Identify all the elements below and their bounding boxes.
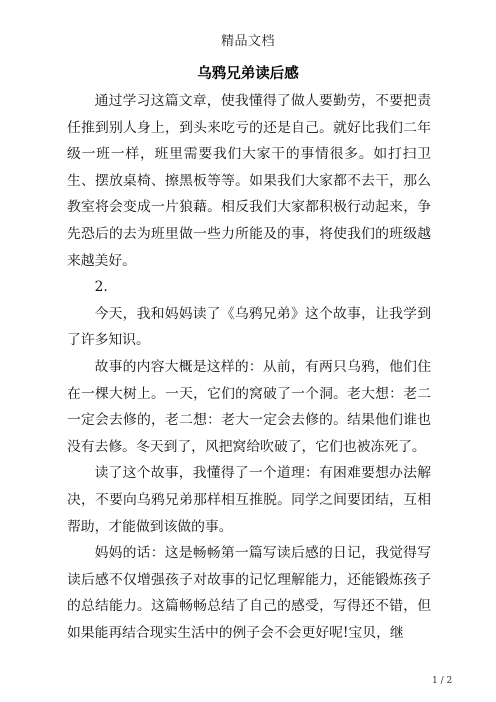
page-indicator: 1 / 2 [432,676,453,686]
page-header: 精品文档 [220,34,275,49]
paragraph: 2. [94,279,108,296]
paragraph: 故事的内容大概是这样的：从前，有两只乌鸦，他们住在一棵大树上。一天，它们的窝破了一个洞。老大想：老二一定会去修的，老二想：老大一定会去修的。结果他们谁也没有去修。冬天到了，风把窝给吹破了，它们也被冻死了。 [67,358,431,455]
paragraph: 通过学习这篇文章，使我懂得了做人要勤劳，不要把责任推到别人身上，到头来吃亏的还是自己。就好比我们二年级一班一样，班里需要我们大家干的事情很多。如打扫卫生、摆放桌椅、擦黑板等等。如果我们大家都不去干，那么教室将会变成一片狼藉。相反我们大家都积极行动起来，争先恐后的去为班里做一些力所能及的事，将使我们的班级越来越美好。 [67,93,431,269]
paragraph: 今天，我和妈妈读了《乌鸦兄弟》这个故事，让我学到了许多知识。 [67,305,431,349]
document-title: 乌鸦兄弟读后感 [197,65,299,82]
document-body [67,88,431,646]
paragraph: 妈妈的话：这是畅畅第一篇写读后感的日记，我觉得写读后感不仅增强孩子对故事的记忆理解能力，还能锻炼孩子的总结能力。这篇畅畅总结了自己的感受，写得还不错，但如果能再结合现实生活中的例子会不会更好呢!宝贝，继 [67,545,431,641]
paragraph: 读了这个故事，我懂得了一个道理：有困难要想办法解决，不要向乌鸦兄弟那样相互推脱。同学之间要团结，互相帮助，才能做到该做的事。 [67,465,431,535]
